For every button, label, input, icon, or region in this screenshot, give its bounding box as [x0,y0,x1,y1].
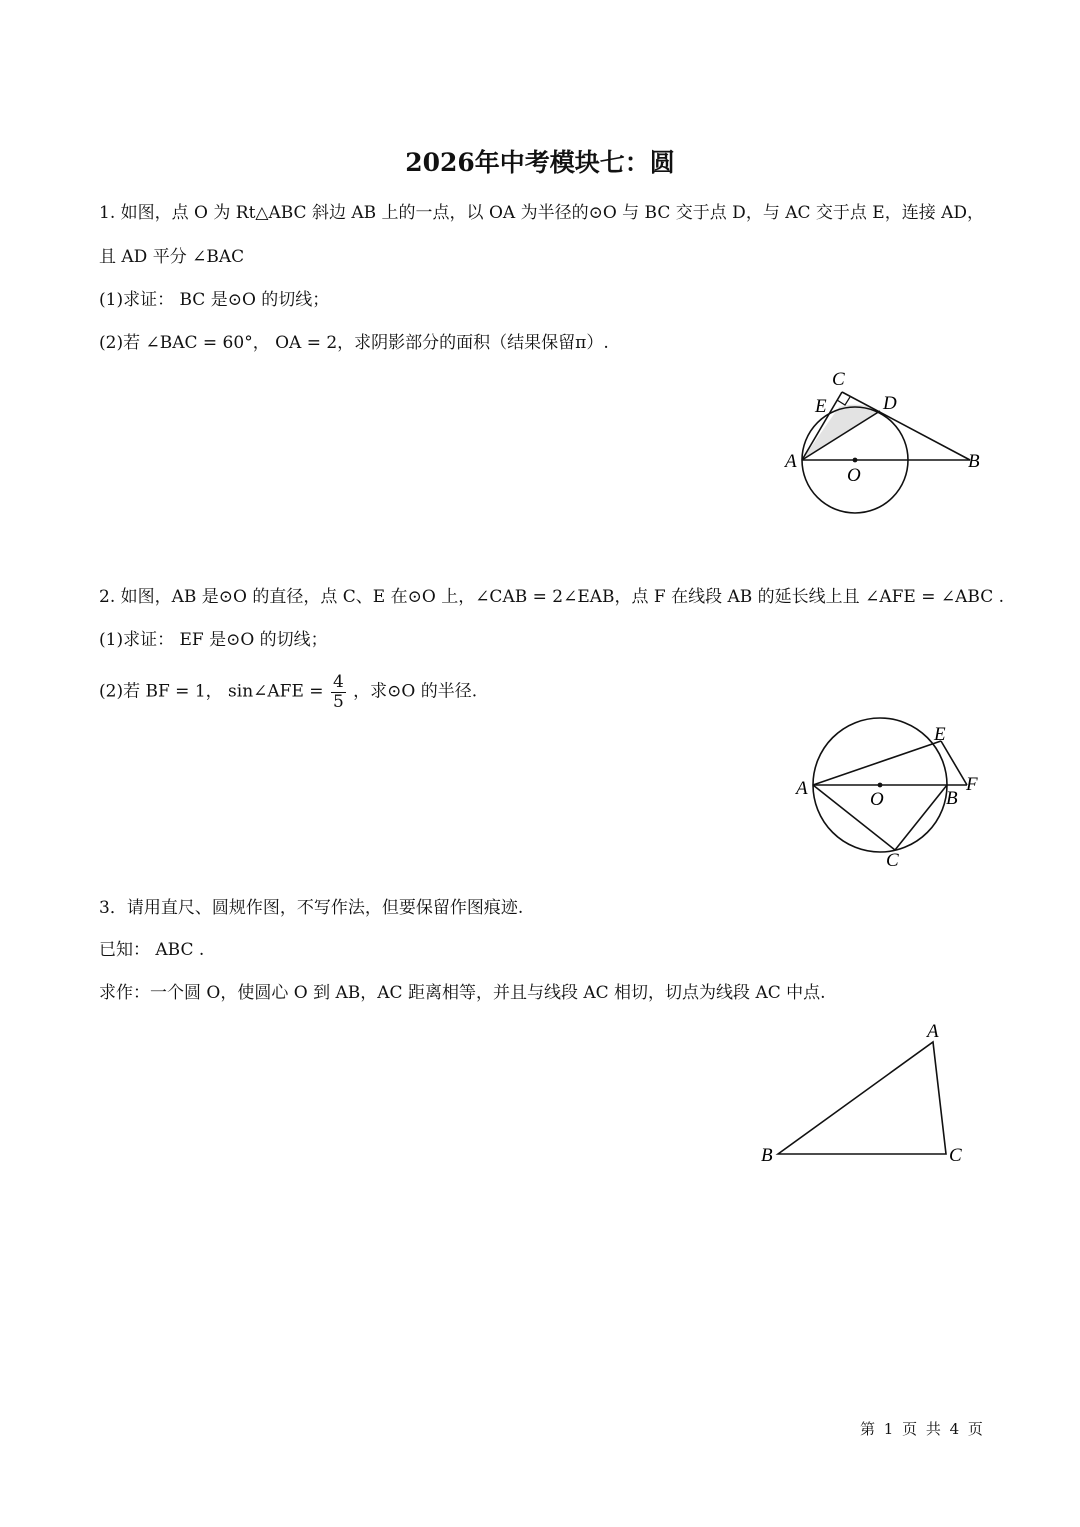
label-e: E [815,396,827,417]
label-o: O [870,789,884,810]
label-c: C [832,369,845,390]
label-d: D [883,393,897,414]
problem-3-given: 已知： ABC . [99,940,205,960]
problem-1-line-1: 1. 如图，点 O 为 Rt△ABC 斜边 AB 上的一点，以 OA 为半径的⊙O 与 BC 交于点 D，与 AC 交于点 E，连接 AD， [99,203,985,223]
problem-2-figure [790,712,990,872]
page-footer: 第 1 页 共 4 页 [860,1420,985,1438]
label-b: B [968,451,980,472]
problem-2-part-2-text-a: (2)若 BF = 1， sin∠AFE = [99,681,329,702]
label-a: A [796,778,808,799]
label-c: C [949,1145,962,1166]
label-c: C [886,850,899,871]
label-b: B [946,788,958,809]
label-e: E [934,724,946,745]
label-o: O [847,465,861,486]
problem-3-figure [755,1015,975,1170]
segment-cb [842,392,970,460]
triangle-abc [778,1042,946,1154]
label-a: A [785,451,797,472]
problem-2-part-2-text-b: ，求⊙O 的半径. [353,681,478,702]
problem-3-construct: 求作：一个圆 O，使圆心 O 到 AB，AC 距离相等，并且与线段 AC 相切，切点为线段 AC 中点. [99,983,826,1003]
center-dot [853,458,858,463]
problem-1-figure [780,365,990,525]
label-b: B [761,1145,773,1166]
problem-2-part-2 [99,673,477,711]
problem-2-part-1: (1)求证： EF 是⊙O 的切线； [99,630,328,650]
problem-1-part-1: (1)求证： BC 是⊙O 的切线； [99,290,330,310]
shaded-region [802,405,880,460]
fraction-numerator: 4 [332,672,344,692]
segment-ae [813,741,941,785]
fraction-denominator: 5 [332,691,344,712]
problem-2-line-1: 2. 如图，AB 是⊙O 的直径，点 C、E 在⊙O 上，∠CAB = 2∠EAB，点 F 在线段 AB 的延长线上且 ∠AFE = ∠ABC . [99,587,1005,607]
problem-1-part-2: (2)若 ∠BAC = 60°， OA = 2，求阴影部分的面积（结果保留π）. [99,333,609,353]
problem-3-line-1: 3．请用直尺、圆规作图，不写作法，但要保留作图痕迹. [99,898,524,918]
segment-ef [941,741,967,785]
problem-1-line-2: 且 AD 平分 ∠BAC [99,247,245,267]
label-a: A [927,1021,939,1042]
page-title: 2026年中考模块七：圆 [405,148,675,177]
label-f: F [966,774,978,795]
center-dot [878,783,883,788]
fraction [331,673,346,711]
